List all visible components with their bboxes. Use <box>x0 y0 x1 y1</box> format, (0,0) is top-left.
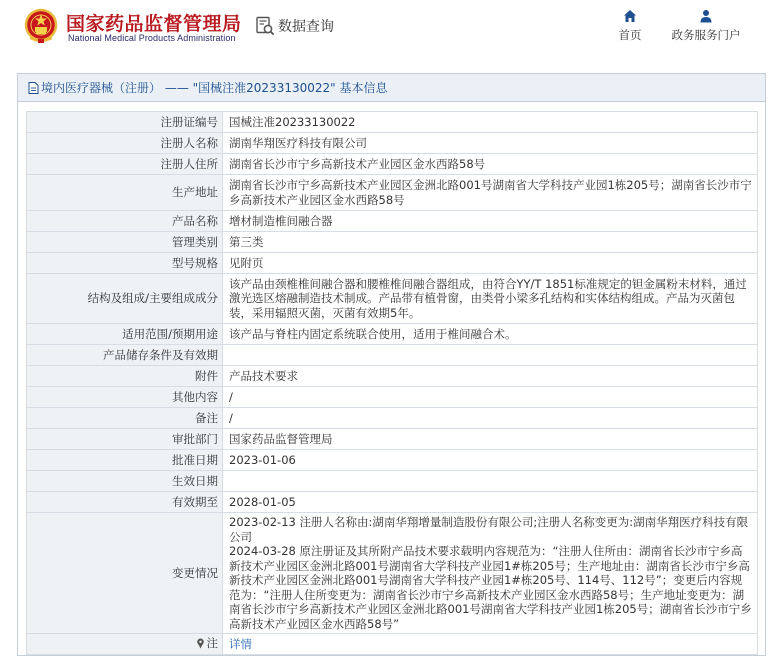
table-row <box>27 634 758 655</box>
field-value-product-name: 增材制造椎间融合器 <box>223 211 758 232</box>
note-label <box>196 636 219 651</box>
field-value-category: 第三类 <box>223 232 758 253</box>
detail-panel <box>17 73 766 656</box>
data-search-icon <box>255 16 275 36</box>
field-value-remark: / <box>223 408 758 429</box>
nav-portal-label: 政务服务门户 <box>671 28 741 42</box>
field-label: 批准日期 <box>27 450 223 471</box>
table-row <box>27 133 758 154</box>
field-value-registrant: 湖南华翔医疗科技有限公司 <box>223 133 758 154</box>
data-query-title <box>255 15 334 37</box>
site-header <box>0 0 771 54</box>
table-row <box>27 345 758 366</box>
field-value-reg-no: 国械注准20233130022 <box>223 112 758 133</box>
field-value-storage <box>223 345 758 366</box>
table-row <box>27 211 758 232</box>
field-label: 有效期至 <box>27 492 223 513</box>
field-label: 备注 <box>27 408 223 429</box>
national-emblem-icon <box>24 8 58 44</box>
field-label: 其他内容 <box>27 387 223 408</box>
note-value-cell <box>223 634 758 655</box>
field-label: 注册人名称 <box>27 133 223 154</box>
panel-title: 境内医疗器械（注册） —— "国械注准20233130022" 基本信息 <box>41 81 388 95</box>
change-entry: 2023-02-13 注册人名称由:湖南华翔增量制造股份有限公司;注册人名称变更为:湖南华翔医疗科技有限公司 <box>229 515 749 544</box>
field-value-attachment: 产品技术要求 <box>223 366 758 387</box>
field-value-registrant-address: 湖南省长沙市宁乡高新技术产业园区金水西路58号 <box>223 154 758 175</box>
field-value-scope: 该产品与脊柱内固定系统联合使用，适用于椎间融合术。 <box>223 324 758 345</box>
data-query-label: 数据查询 <box>278 19 334 35</box>
field-value-expiry-date: 2028-01-05 <box>223 492 758 513</box>
table-row <box>27 471 758 492</box>
table-row <box>27 154 758 175</box>
user-icon <box>699 9 713 23</box>
field-label: 附件 <box>27 366 223 387</box>
field-label: 型号规格 <box>27 253 223 274</box>
field-label: 生产地址 <box>27 175 223 211</box>
table-row <box>27 232 758 253</box>
pin-icon <box>196 638 205 649</box>
table-row <box>27 429 758 450</box>
field-label: 生效日期 <box>27 471 223 492</box>
nav-home-label: 首页 <box>618 28 642 42</box>
table-row <box>27 175 758 211</box>
field-value-production-address: 湖南省长沙市宁乡高新技术产业园区金洲北路001号湖南省大学科技产业园1栋205号；湖南省长沙市宁乡高新技术产业园区金水西路58号 <box>223 175 758 211</box>
table-row <box>27 112 758 133</box>
table-row <box>27 274 758 324</box>
nav-service-portal[interactable] <box>668 9 744 43</box>
field-value-model: 见附页 <box>223 253 758 274</box>
field-value-changes <box>223 513 758 634</box>
note-label-text: 注 <box>206 635 218 650</box>
field-value-other: / <box>223 387 758 408</box>
document-icon <box>28 82 39 94</box>
table-row <box>27 492 758 513</box>
table-row <box>27 450 758 471</box>
brand-title-cn[interactable]: 国家药品监督管理局 <box>66 14 242 35</box>
info-table <box>26 111 758 655</box>
field-label: 产品名称 <box>27 211 223 232</box>
field-label: 适用范围/预期用途 <box>27 324 223 345</box>
field-value-approval-date: 2023-01-06 <box>223 450 758 471</box>
table-row <box>27 366 758 387</box>
change-entry: 2024-03-28 原注册证及其所附产品技术要求载明内容规范为：“注册人住所由：湖南省长沙市宁乡高新技术产业园区金洲北路001号湖南省大学科技产业园1#栋205号；生产地址由：湖南省长沙市宁乡高新技术产业园区金洲北路001号湖南省大学科技产业园1#栋205号、114号、112号”；变更后内容规范为：“注册人住所变更为：湖南省长沙市宁乡高新技术产业园区金水西路58号；生产地址变更为：湖南省长沙市宁乡高新技术产业园区金洲北路001号湖南省大学科技产业园1栋205号；湖南省长沙市宁乡高新技术产业园区金水西路58号” <box>229 544 752 631</box>
brand-title-en: National Medical Products Administration <box>68 33 236 43</box>
table-row <box>27 513 758 634</box>
details-link[interactable]: 详情 <box>229 636 252 651</box>
field-value-approval-dept: 国家药品监督管理局 <box>223 429 758 450</box>
field-value-structure: 该产品由颈椎椎间融合器和腰椎椎间融合器组成，由符合YY/T 1851标准规定的钽金属粉末材料，通过激光选区熔融制造技术制成。产品带有植骨窗，由类骨小梁多孔结构和实体结构组成。产品为灭菌包装，采用辐照灭菌，灭菌有效期5年。 <box>223 274 758 324</box>
nav-home[interactable] <box>600 9 660 43</box>
field-label: 结构及组成/主要组成成分 <box>27 274 223 324</box>
table-row <box>27 408 758 429</box>
note-label-cell <box>27 634 223 655</box>
field-value-effective-date <box>223 471 758 492</box>
home-icon <box>623 9 637 23</box>
field-label: 产品储存条件及有效期 <box>27 345 223 366</box>
field-label: 注册证编号 <box>27 112 223 133</box>
panel-header <box>18 74 765 102</box>
table-row <box>27 253 758 274</box>
table-row <box>27 324 758 345</box>
field-label: 审批部门 <box>27 429 223 450</box>
field-label: 管理类别 <box>27 232 223 253</box>
field-label: 注册人住所 <box>27 154 223 175</box>
table-row <box>27 387 758 408</box>
field-label: 变更情况 <box>27 513 223 634</box>
